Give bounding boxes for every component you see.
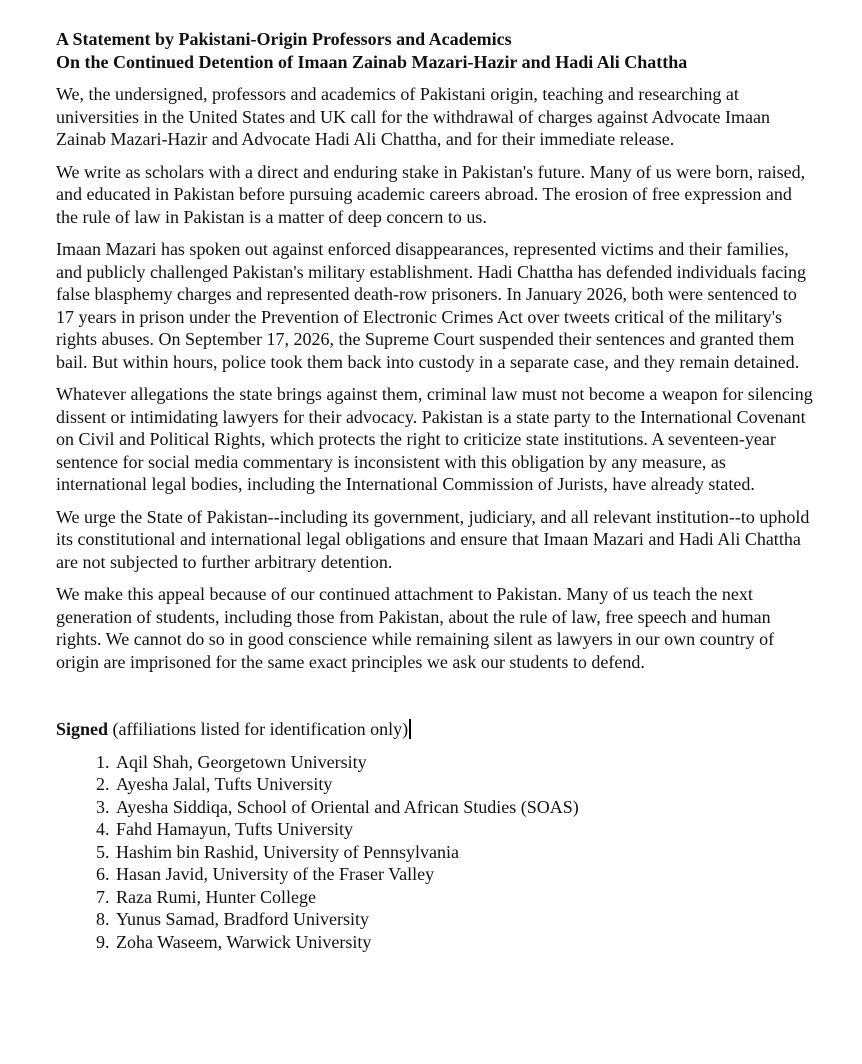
title-line-2: On the Continued Detention of Imaan Zainab Mazari-Hazir and Hadi Ali Chattha <box>56 51 688 72</box>
signed-note: (affiliations listed for identification only) <box>108 719 409 739</box>
text-cursor <box>409 719 411 739</box>
list-item: 7. Raza Rumi, Hunter College <box>114 886 816 909</box>
paragraph-urge-state: We urge the State of Pakistan--including its government, judiciary, and all relevant institution--to uphold its constitutional and international legal obligations and ensure that Imaan Mazari and Hadi Ali Chattha are not subjected to further arbitrary detention. <box>56 506 810 572</box>
paragraph-appeal: We make this appeal because of our continued attachment to Pakistan. Many of us teach the next generation of students, including those from Pakistan, about the rule of law, free speech and human rights. We cannot do so in good conscience while remaining silent as lawyers in our own country of origin are imprisoned for the same exact principles we ask our students to defend. <box>56 584 775 672</box>
signatory-list <box>56 751 816 954</box>
paragraph-legal-obligations: Whatever allegations the state brings against them, criminal law must not become a weapon for silencing dissent or intimidating lawyers for their advocacy. Pakistan is a state party to the International Covenant on Civil and Political Rights, which protects the right to criticize state institutions. A seventeen-year sentence for social media commentary is inconsistent with this obligation by any measure, as international legal bodies, including the International Commission of Jurists, have already stated. <box>56 384 813 494</box>
paragraph-call-for-release: We, the undersigned, professors and academics of Pakistani origin, teaching and researching at universities in the United States and UK call for the withdrawal of charges against Advocate Imaan Zainab Mazari-Hazir and Advocate Hadi Ali Chattha, and for their immediate release. <box>56 84 770 149</box>
list-item: 1. Aqil Shah, Georgetown University <box>114 751 816 774</box>
list-item: 5. Hashim bin Rashid, University of Pennsylvania <box>114 841 816 864</box>
document-page <box>56 28 816 953</box>
list-item: 2. Ayesha Jalal, Tufts University <box>114 773 816 796</box>
paragraph-background: Imaan Mazari has spoken out against enforced disappearances, represented victims and their families, and publicly challenged Pakistan's military establishment. Hadi Chattha has defended individuals facing false blasphemy charges and represented death-row prisoners. In January 2026, both were sentenced to 17 years in prison under the Prevention of Electronic Crimes Act over tweets critical of the military's rights abuses. On September 17, 2026, the Supreme Court suspended their sentences and granted them bail. But within hours, police took them back into custody in a separate case, and they remain detained. <box>56 239 807 372</box>
title-line-1: A Statement by Pakistani-Origin Professors and Academics <box>56 29 512 49</box>
signed-heading[interactable] <box>56 718 816 741</box>
signed-label: Signed <box>56 719 109 739</box>
statement-title <box>56 28 816 73</box>
list-item: 3. Ayesha Siddiqa, School of Oriental and African Studies (SOAS) <box>114 796 816 819</box>
paragraph-scholars-stake: We write as scholars with a direct and enduring stake in Pakistan's future. Many of us were born, raised, and educated in Pakistan before pursuing academic careers abroad. The erosion of free expression and the rule of law in Pakistan is a matter of deep concern to us. <box>56 161 806 227</box>
list-item: 4. Fahd Hamayun, Tufts University <box>114 818 816 841</box>
list-item: 6. Hasan Javid, University of the Fraser Valley <box>114 863 816 886</box>
list-item: 9. Zoha Waseem, Warwick University <box>114 931 816 954</box>
list-item: 8. Yunus Samad, Bradford University <box>114 908 816 931</box>
